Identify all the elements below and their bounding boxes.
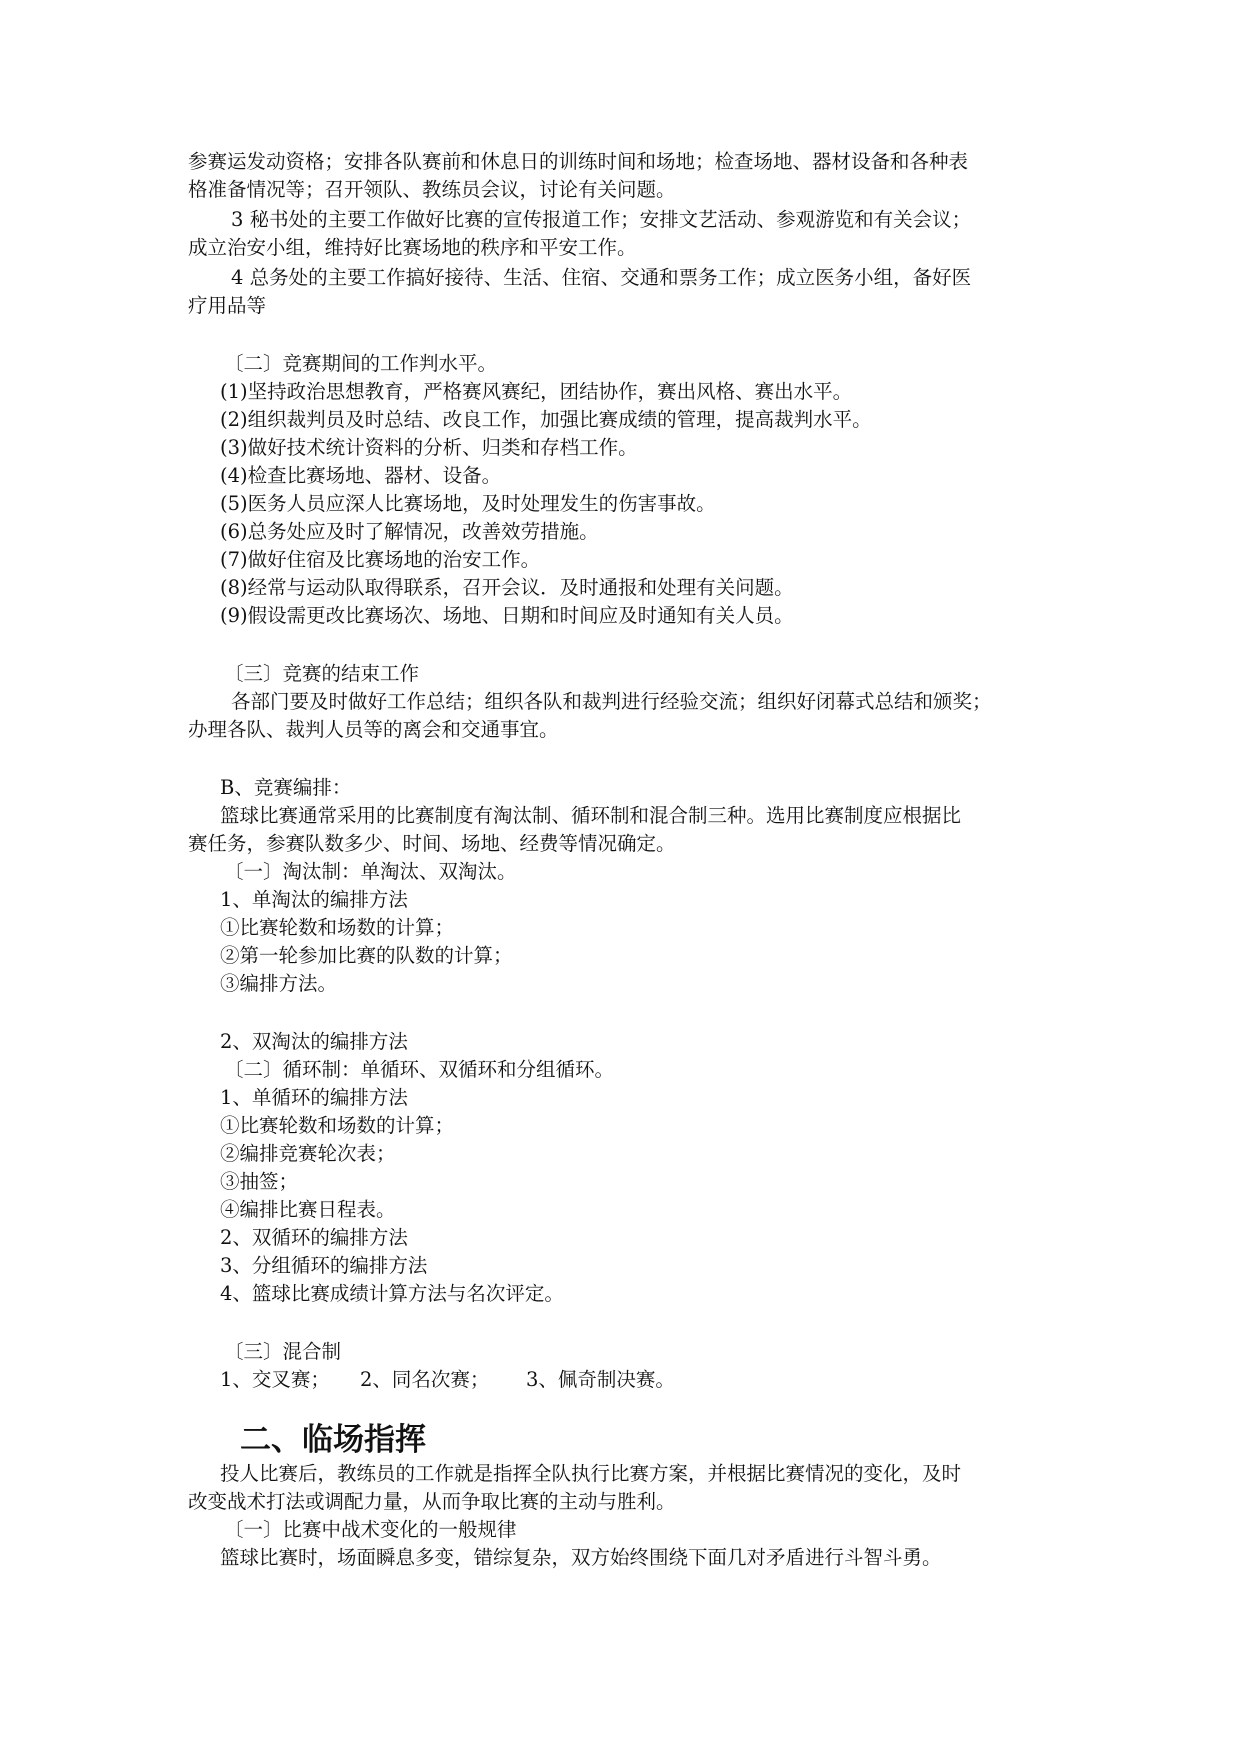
list-item: ②编排竞赛轮次表； — [220, 1142, 396, 1165]
paragraph-line: 3 秘书处的主要工作做好比赛的宣传报道工作；安排文艺活动、参观游览和有关会议； — [231, 208, 972, 231]
list-item: (6)总务处应及时了解情况，改善效劳措施。 — [220, 520, 599, 543]
list-item: (8)经常与运动队取得联系，召开会议．及时通报和处理有关问题。 — [220, 576, 794, 599]
paragraph-line: 篮球比赛时，场面瞬息多变，错综复杂，双方始终围绕下面几对矛盾进行斗智斗勇。 — [220, 1546, 942, 1569]
section-heading: 二、临场指挥 — [240, 1422, 426, 1458]
list-item: 3、佩奇制决赛。 — [526, 1368, 675, 1391]
paragraph-line: 成立治安小组，维持好比赛场地的秩序和平安工作。 — [188, 236, 637, 259]
paragraph-line: 投人比赛后，教练员的工作就是指挥全队执行比赛方案，并根据比赛情况的变化，及时 — [220, 1462, 962, 1485]
paragraph-line: 疗用品等 — [188, 294, 267, 317]
list-item: 4、篮球比赛成绩计算方法与名次评定。 — [220, 1282, 564, 1305]
list-item: ③抽签； — [220, 1170, 299, 1193]
paragraph-line: 赛任务，参赛队数多少、时间、场地、经费等情况确定。 — [188, 832, 676, 855]
paragraph-line: 4 总务处的主要工作搞好接待、生活、住宿、交通和票务工作；成立医务小组，备好医 — [231, 266, 972, 289]
paragraph-line: 办理各队、裁判人员等的离会和交通事宜。 — [188, 718, 559, 741]
list-item: 1、单循环的编排方法 — [220, 1086, 408, 1109]
subsection-title: 〔二〕循环制：单循环、双循环和分组循环。 — [224, 1058, 615, 1081]
paragraph-line: 改变战术打法或调配力量，从而争取比赛的主动与胜利。 — [188, 1490, 676, 1513]
subsection-title: 〔二〕竞赛期间的工作判水平。 — [224, 352, 498, 375]
list-item: 1、单淘汰的编排方法 — [220, 888, 408, 911]
subsection-title: 〔三〕混合制 — [224, 1340, 342, 1363]
list-item: 2、同名次赛； — [360, 1368, 490, 1391]
list-item: ③编排方法。 — [220, 972, 338, 995]
paragraph-line: 格准备情况等；召开领队、教练员会议，讨论有关问题。 — [188, 178, 676, 201]
paragraph-line: 参赛运发动资格；安排各队赛前和休息日的训练时间和场地；检查场地、器材设备和各种表 — [188, 150, 969, 173]
list-item: 2、双淘汰的编排方法 — [220, 1030, 408, 1053]
list-item: ①比赛轮数和场数的计算； — [220, 916, 455, 939]
list-item: (4)检查比赛场地、器材、设备。 — [220, 464, 502, 487]
subsection-title: 〔一〕比赛中战术变化的一般规律 — [224, 1518, 517, 1541]
list-item: ④编排比赛日程表。 — [220, 1198, 396, 1221]
subsection-title: 〔一〕淘汰制：单淘汰、双淘汰。 — [224, 860, 517, 883]
list-item: ①比赛轮数和场数的计算； — [220, 1114, 455, 1137]
list-item: 3、分组循环的编排方法 — [220, 1254, 428, 1277]
list-item: (7)做好住宿及比赛场地的治安工作。 — [220, 548, 541, 571]
mixed-system-items — [220, 1366, 720, 1394]
list-item: (5)医务人员应深人比赛场地，及时处理发生的伤害事故。 — [220, 492, 716, 515]
subsection-title: 〔三〕竞赛的结束工作 — [224, 662, 420, 685]
list-item: 1、交叉赛； — [220, 1368, 330, 1391]
list-item: 2、双循环的编排方法 — [220, 1226, 408, 1249]
list-item: ②第一轮参加比赛的队数的计算； — [220, 944, 513, 967]
list-item: (1)坚持政治思想教育，严格赛风赛纪，团结协作，赛出风格、赛出水平。 — [220, 380, 853, 403]
paragraph-line: 篮球比赛通常采用的比赛制度有淘汰制、循环制和混合制三种。选用比赛制度应根据比 — [220, 804, 962, 827]
list-item: (3)做好技术统计资料的分析、归类和存档工作。 — [220, 436, 638, 459]
list-item: (9)假设需更改比赛场次、场地、日期和时间应及时通知有关人员。 — [220, 604, 794, 627]
paragraph-line: 各部门要及时做好工作总结；组织各队和裁判进行经验交流；组织好闭幕式总结和颁奖； — [231, 690, 992, 713]
subsection-title: B、竞赛编排： — [220, 776, 352, 799]
list-item: (2)组织裁判员及时总结、改良工作，加强比赛成绩的管理，提高裁判水平。 — [220, 408, 872, 431]
